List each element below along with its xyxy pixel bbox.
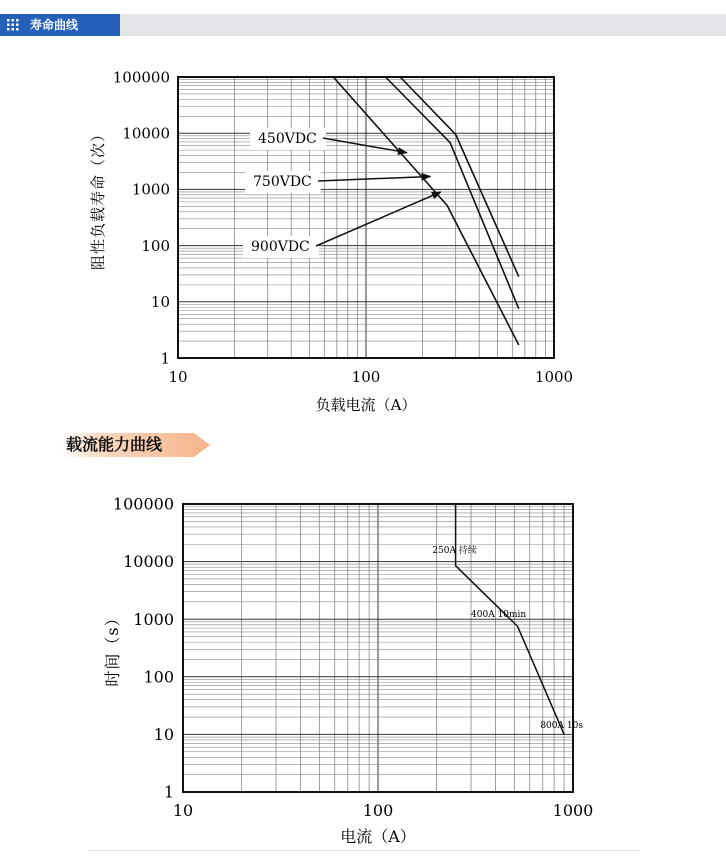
x-tick-label: 1000: [552, 801, 594, 820]
y-tick-label: 10000: [123, 552, 174, 572]
annotation-label: 450VDC: [258, 131, 317, 147]
x-tick-label: 100: [351, 368, 381, 386]
y-tick-label: 10000: [122, 124, 170, 143]
y-axis-label: 阻性负载寿命（次）: [89, 125, 107, 271]
y-tick-label: 1: [160, 349, 170, 368]
y-tick-label: 1000: [133, 609, 174, 629]
annotation-label: 250A 持续: [432, 546, 477, 557]
annotation-label: 400A 10min: [471, 609, 527, 620]
x-tick-label: 1000: [534, 368, 574, 386]
section2-title: 载流能力曲线: [66, 435, 163, 454]
y-tick-label: 1000: [131, 180, 170, 199]
y-tick-label: 100: [141, 236, 170, 255]
bottom-divider: [88, 850, 640, 851]
annotation-label: 800A 10s: [540, 720, 583, 731]
x-axis-label: 电流（A）: [340, 827, 416, 846]
annotation-label: 900VDC: [251, 239, 310, 255]
y-tick-label: 1: [163, 782, 174, 802]
y-tick-label: 100000: [112, 494, 174, 514]
y-axis-label: 时间（s）: [103, 609, 122, 687]
x-axis-label: 负载电流（A）: [315, 396, 417, 414]
y-tick-label: 100000: [112, 68, 170, 87]
x-tick-label: 100: [362, 801, 394, 820]
x-tick-label: 10: [172, 801, 194, 820]
grid: [183, 504, 573, 792]
y-tick-label: 10: [150, 293, 170, 312]
series-line-750VDC: [386, 77, 519, 309]
annotation-arrow: [318, 176, 430, 181]
grid: [178, 77, 554, 358]
section-title: 寿命曲线: [30, 18, 79, 32]
y-tick-label: 10: [153, 725, 174, 744]
annotation-label: 750VDC: [253, 174, 312, 190]
x-tick-label: 10: [168, 368, 188, 386]
current-capacity-chart: [0, 440, 726, 850]
y-tick-label: 100: [143, 667, 174, 687]
life-curve-chart: [0, 0, 726, 425]
